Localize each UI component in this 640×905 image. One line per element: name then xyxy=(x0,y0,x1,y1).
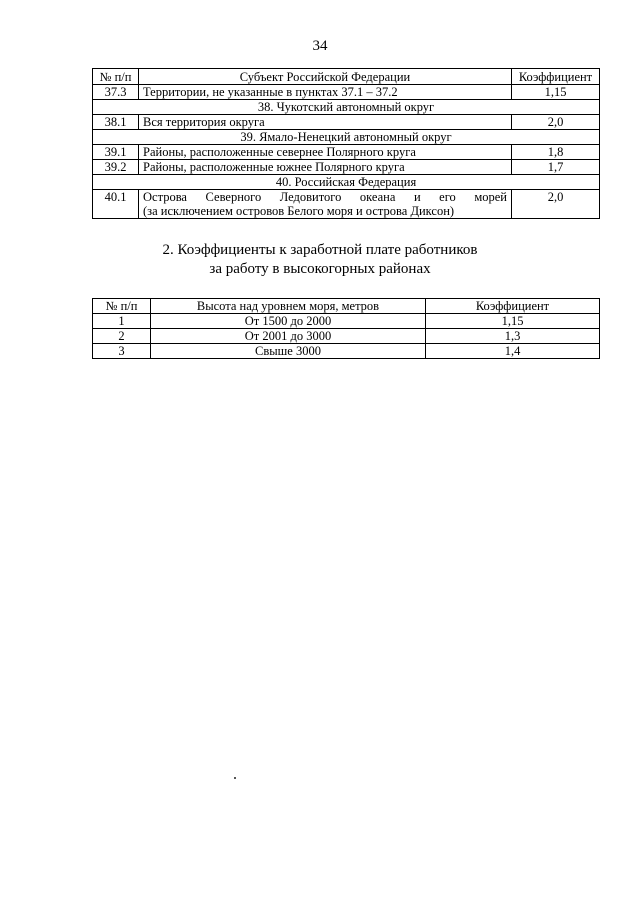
row-subject: Районы, расположенные севернее Полярного круга xyxy=(139,145,512,160)
row-coefficient: 1,3 xyxy=(426,329,600,344)
row-number: 37.3 xyxy=(93,85,139,100)
table-row xyxy=(93,115,600,130)
table-row xyxy=(93,314,600,329)
column-header-coefficient: Коэффициент xyxy=(512,69,600,85)
row-coefficient: 1,15 xyxy=(512,85,600,100)
stray-dot-mark xyxy=(234,777,236,779)
table-row xyxy=(93,145,600,160)
highland-coefficients-table xyxy=(92,298,600,359)
row-subject xyxy=(139,190,512,219)
row-height: Свыше 3000 xyxy=(151,344,426,359)
section-title: 39. Ямало-Ненецкий автономный округ xyxy=(93,130,600,145)
column-header-height: Высота над уровнем моря, метров xyxy=(151,299,426,314)
section-row xyxy=(93,175,600,190)
row-height: От 1500 до 2000 xyxy=(151,314,426,329)
row-number: 39.1 xyxy=(93,145,139,160)
row-number: 39.2 xyxy=(93,160,139,175)
table-row xyxy=(93,190,600,219)
column-header-number: № п/п xyxy=(93,299,151,314)
row-subject-line2: (за исключением островов Белого моря и острова Диксон) xyxy=(143,204,455,218)
table-header-row xyxy=(93,69,600,85)
row-subject: Районы, расположенные южнее Полярного круга xyxy=(139,160,512,175)
table-row xyxy=(93,85,600,100)
row-subject: Территории, не указанные в пунктах 37.1 – 37.2 xyxy=(139,85,512,100)
row-number: 3 xyxy=(93,344,151,359)
section-2-title xyxy=(0,241,640,279)
row-number: 1 xyxy=(93,314,151,329)
row-coefficient: 1,15 xyxy=(426,314,600,329)
row-coefficient: 1,4 xyxy=(426,344,600,359)
column-header-number: № п/п xyxy=(93,69,139,85)
row-coefficient: 1,8 xyxy=(512,145,600,160)
row-subject: Вся территория округа xyxy=(139,115,512,130)
section-row xyxy=(93,130,600,145)
row-number: 2 xyxy=(93,329,151,344)
row-height: От 2001 до 3000 xyxy=(151,329,426,344)
column-header-coefficient: Коэффициент xyxy=(426,299,600,314)
table-row xyxy=(93,344,600,359)
row-subject-line1: Острова Северного Ледовитого океана и его морей xyxy=(143,190,507,204)
section-title: 38. Чукотский автономный округ xyxy=(93,100,600,115)
page-number: 34 xyxy=(312,38,328,54)
row-coefficient: 2,0 xyxy=(512,190,600,219)
section-2-title-line1: 2. Коэффициенты к заработной плате работников xyxy=(162,242,478,258)
row-coefficient: 1,7 xyxy=(512,160,600,175)
section-2-title-line2: за работу в высокогорных районах xyxy=(209,261,431,277)
section-title: 40. Российская Федерация xyxy=(93,175,600,190)
table-row xyxy=(93,160,600,175)
row-coefficient: 2,0 xyxy=(512,115,600,130)
column-header-subject: Субъект Российской Федерации xyxy=(139,69,512,85)
regional-coefficients-table xyxy=(92,68,600,219)
row-number: 40.1 xyxy=(93,190,139,219)
table-header-row xyxy=(93,299,600,314)
section-row xyxy=(93,100,600,115)
table-row xyxy=(93,329,600,344)
row-number: 38.1 xyxy=(93,115,139,130)
